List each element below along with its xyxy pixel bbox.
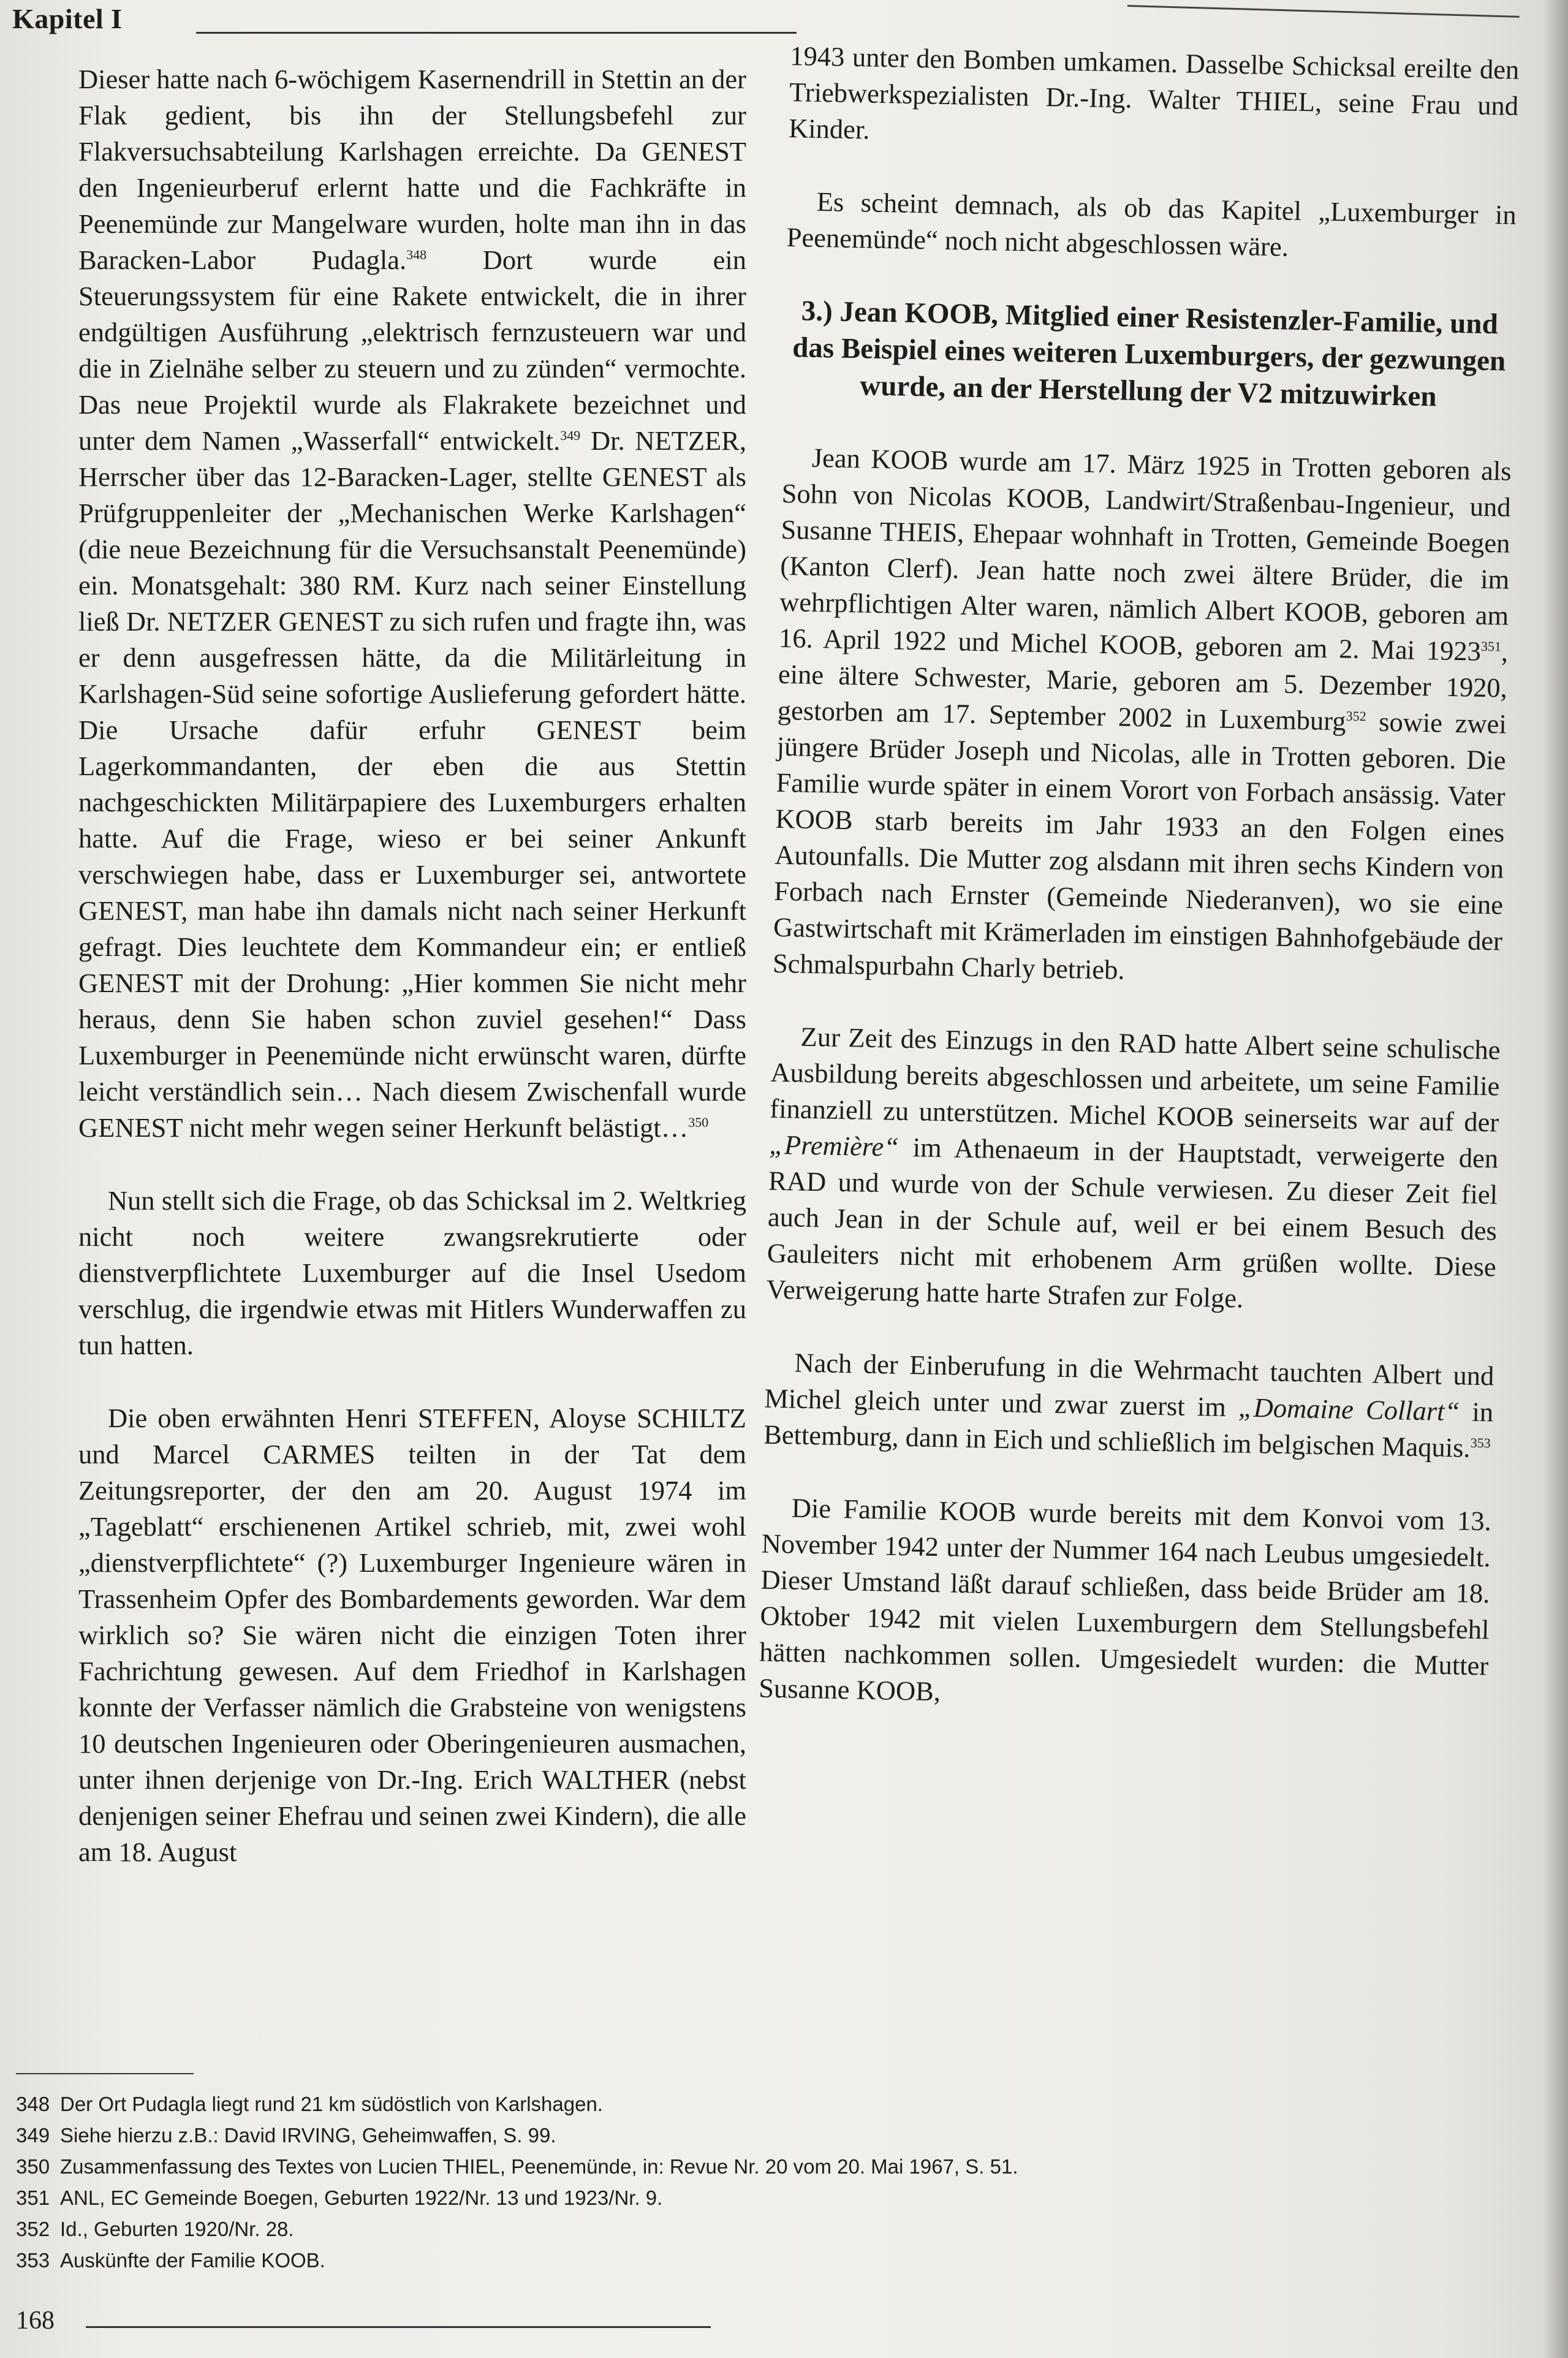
- page-gutter-shadow: [1543, 0, 1568, 2358]
- footnote-separator: [16, 2073, 194, 2074]
- paragraph: Nun stellt sich die Frage, ob das Schicksal im 2. Weltkrieg nicht noch weitere zwangsrekrutierte oder dienstverpflichtete Luxemburger auf die Insel Usedom verschlug, die irgendwie etwas mit Hitlers Wunderwaffen zu tun hatten.: [78, 1185, 746, 1360]
- header-rule-right: [1127, 5, 1520, 18]
- paragraph: Zur Zeit des Einzugs in den RAD hatte Albert seine schulische Ausbildung bereits abgeschlossen und arbeitete, um seine Familie finanziell zu unterstützen. Michel KOOB seinerseits war auf der „Première“ im Athenaeum in der Hauptstadt, verweigerte den RAD und wurde von der Schule verwiesen. Zu dieser Zeit fiel auch Jean in der Schule auf, weil er bei einem Besuch des Gauleiters nicht mit erhobenem Arm grüßen wollte. Diese Verweigerung hatte harte Strafen zur Folge.: [766, 1021, 1501, 1314]
- paragraph: Dieser hatte nach 6-wöchigem Kasernendrill in Stettin an der Flak gedient, bis ihn der Stellungsbefehl zur Flakversuchsabteilung Karlshagen erreichte. Da GENEST den Ingenieurberuf erlernt hatte und die Fachkräfte in Peenemünde zur Mangelware wurden, holte man ihn in das Baracken-Labor Pudagla.$^{348}$ Dort wurde ein Steuerungssystem für eine Rakete entwickelt, die in ihrer endgültigen Ausführung „elektrisch fernzusteuern war und die in Zielnähe selber zu steuern und zu zünden“ vermochte. Das neue Projektil wurde als Flakrakete bezeichnet und unter dem Namen „Wasserfall“ entwickelt.$^{349}$ Dr. NETZER, Herrscher über das 12-Baracken-Lager, stellte GENEST als Prüfgruppenleiter der „Mechanischen Werke Karlshagen“ (die neue Bezeichnung für die Versuchsanstalt Peenemünde) ein. Monatsgehalt: 380 RM. Kurz nach seiner Einstellung ließ Dr. NETZER GENEST zu sich rufen und fragte ihn, was er denn ausgefressen hätte, da die Militärleitung in Karlshagen-Süd seine sofortige Auslieferung gefordert hätte. Die Ursache dafür erfuhr GENEST beim Lagerkommandanten, der eben die aus Stettin nachgeschickten Militärpapiere des Luxemburgers erhalten hatte. Auf die Frage, wieso er bei seiner Ankunft verschwiegen habe, dass er Luxemburger sei, antwortete GENEST, man habe ihn damals nicht nach seiner Herkunft gefragt. Dies leuchtete dem Kommandeur ein; er entließ GENEST mit der Drohung: „Hier kommen Sie nicht mehr heraus, denn Sie haben schon zuviel gesehen!“ Dass Luxemburger in Peenemünde nicht erwünscht waren, dürfte leicht verständlich sein… Nach diesem Zwischenfall wurde GENEST nicht mehr wegen seiner Herkunft belästigt…$^{350}$: [78, 64, 746, 1143]
- paragraph: 1943 unter den Bomben umkamen. Dasselbe Schicksal ereilte den Triebwerkspezialisten Dr.-Ing. Walter THIEL, seine Frau und Kinder.: [788, 40, 1520, 145]
- footnote: 349 Siehe hierzu z.B.: David IRVING, Geheimwaffen, S. 99.: [16, 2124, 556, 2147]
- footnote-ref: 352: [1346, 708, 1366, 724]
- footnote-ref: 353: [1470, 1435, 1491, 1451]
- footnote: 350 Zusammenfassung des Textes von Lucien THIEL, Peenemünde, in: Revue Nr. 20 vom 20. Mai 1967, S. 51.: [16, 2155, 1018, 2178]
- chapter-title: Kapitel I: [12, 3, 123, 34]
- footnotes: [16, 2088, 1303, 2276]
- left-column: [78, 61, 746, 1907]
- footnote-ref: 349: [560, 428, 581, 443]
- paragraph: Jean KOOB wurde am 17. März 1925 in Trotten geboren als Sohn von Nicolas KOOB, Landwirt/Straßenbau-Ingenieur, und Susanne THEIS, Ehepaar wohnhaft in Trotten, Gemeinde Boegen (Kanton Clerf). Jean hatte noch zwei ältere Brüder, die im wehrpflichtigen Alter waren, nämlich Albert KOOB, geboren am 16. April 1922 und Michel KOOB, geboren am 2. Mai 1923$^{351}$, eine ältere Schwester, Marie, geboren am 5. Dezember 1920, gestorben am 17. September 2002 in Luxemburg$^{352}$ sowie zwei jüngere Brüder Joseph und Nicolas, alle in Trotten geboren. Die Familie wurde später in einem Vorort von Forbach ansässig. Vater KOOB starb bereits im Jahr 1933 an den Folgen eines Autounfalls. Die Mutter zog alsdann mit ihren sechs Kindern von Forbach nach Ernster (Gemeinde Niederanven), wo sie eine Gastwirtschaft mit Krämerladen im einstigen Bahnhofgebäude der Schmalspurbahn Charly betrieb.: [772, 442, 1512, 985]
- footnote-ref: 351: [1480, 638, 1502, 654]
- page-number: 168: [16, 2307, 55, 2335]
- footnote: 353 Auskünfte der Familie KOOB.: [16, 2249, 325, 2272]
- footnote: 351 ANL, EC Gemeinde Boegen, Geburten 1922/Nr. 13 und 1923/Nr. 9.: [16, 2186, 663, 2209]
- footnote-ref: 348: [406, 247, 427, 262]
- footnote: 348 Der Ort Pudagla liegt rund 21 km südöstlich von Karlshagen.: [16, 2093, 603, 2115]
- paragraph: Es scheint demnach, als ob das Kapitel „Luxemburger in Peenemünde“ noch nicht abgeschlossen wäre.: [786, 186, 1517, 262]
- paragraph: Die Familie KOOB wurde bereits mit dem Konvoi vom 13. November 1942 unter der Nummer 164 nach Leubus umgesiedelt. Dieser Umstand läßt darauf schließen, dass beide Brüder am 18. Oktober 1942 mit vielen Luxemburgern dem Stellungsbefehl hätten nachkommen sollen. Umgesiedelt wurden: die Mutter Susanne KOOB,: [758, 1492, 1492, 1707]
- footer-rule: [86, 2326, 711, 2328]
- section-heading: 3.) Jean KOOB, Mitglied einer Resistenzler-Familie, und das Beispiel eines weiteren Luxemburgers, der gezwungen wurde, an der Herstellung der V2 mitzuwirken: [792, 295, 1506, 413]
- right-column: [758, 38, 1520, 1757]
- footnote: 352 Id., Geburten 1920/Nr. 28.: [16, 2218, 294, 2240]
- footnote-ref: 350: [688, 1115, 709, 1130]
- paragraph: Die oben erwähnten Henri STEFFEN, Aloyse SCHILTZ und Marcel CARMES teilten in der Tat dem Zeitungsreporter, der den am 20. August 1974 im „Tageblatt“ erschienenen Artikel schrieb, mit, zwei wohl „dienstverpflichtete“ (?) Luxemburger Ingenieure wären in Trassenheim Opfer des Bombardements geworden. War dem wirklich so? Sie wären nicht die einzigen Toten ihrer Fachrichtung gewesen. Auf dem Friedhof in Karlshagen konnte der Verfasser nämlich die Grabsteine von wenigstens 10 deutschen Ingenieuren oder Oberingenieuren ausmachen, unter ihnen derjenige von Dr.-Ing. Erich WALTHER (nebst denjenigen seiner Ehefrau und seinen zwei Kindern), die alle am 18. August: [78, 1403, 746, 1867]
- header-rule: [196, 32, 797, 34]
- paragraph: Nach der Einberufung in die Wehrmacht tauchten Albert und Michel gleich unter und zwar zuerst im „Domaine Collart“ in Bettemburg, dann in Eich und schließlich im belgischen Maquis.$^{353}$: [763, 1347, 1494, 1463]
